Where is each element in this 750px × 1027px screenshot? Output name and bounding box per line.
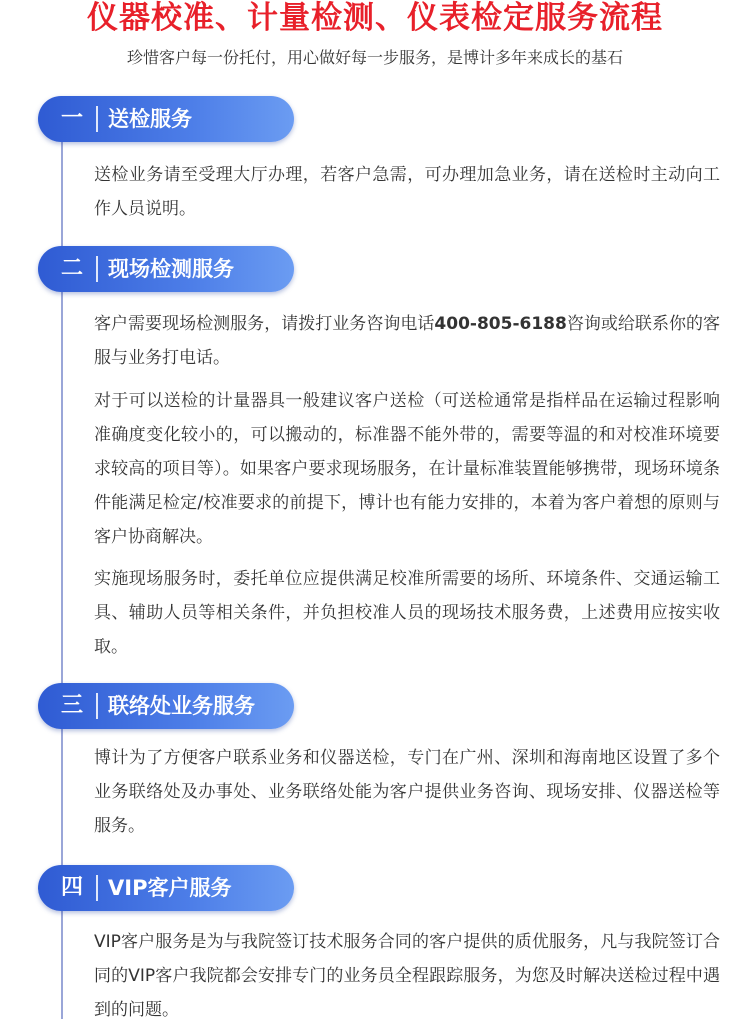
page-title: 仪器校准、计量检测、仪表检定服务流程 (87, 0, 663, 36)
section-header-pill (38, 865, 294, 911)
pill-divider (96, 106, 98, 132)
section-paragraph: 送检业务请至受理大厅办理，若客户急需，可办理加急业务，请在送检时主动向工作人员说明。 (94, 165, 720, 219)
section-title: VIP客户服务 (108, 876, 232, 900)
section-header-pill (38, 246, 294, 292)
section-paragraph: VIP客户服务是为与我院签订技术服务合同的客户提供的质优服务，凡与我院签订合同的VIP客户我院都会安排专门的业务员全程跟踪服务，为您及时解决送检过程中遇到的问题。 (94, 932, 720, 1020)
section-title: 现场检测服务 (108, 257, 234, 281)
paragraph-text: 客户需要现场检测服务，请拨打业务咨询电话 (94, 314, 435, 334)
section-paragraph: 实施现场服务时，委托单位应提供满足校准所需要的场所、环境条件、交通运输工具、辅助人员等相关条件，并负担校准人员的现场技术服务费，上述费用应按实收取。 (94, 569, 720, 657)
section-number: 三 (60, 693, 83, 718)
section-title: 送检服务 (108, 107, 192, 131)
section-paragraph (94, 307, 720, 375)
paragraph-text: 咨询或给联系你的客服与业务打电话。 (94, 314, 721, 368)
page-subtitle: 珍惜客户每一份托付，用心做好每一步服务，是博计多年来成长的基石 (126, 48, 623, 67)
section-header-pill (38, 96, 294, 142)
section-number: 四 (60, 875, 83, 900)
section-header-pill (38, 683, 294, 729)
pill-divider (96, 693, 98, 719)
hotline-number: 400-805-6188 (434, 314, 567, 334)
pill-divider (96, 256, 98, 282)
section-title: 联络处业务服务 (108, 694, 255, 718)
section-paragraph: 对于可以送检的计量器具一般建议客户送检（可送检通常是指样品在运输过程影响准确度变化较小的，可以搬动的，标准器不能外带的，需要等温的和对校准环境要求较高的项目等）。如果客户要求现场服务，在计量标准装置能够携带，现场环境条件能满足检定/校准要求的前提下，博计也有能力安排的，本着为客户着想的原则与客户协商解决。 (94, 391, 720, 547)
pill-divider (96, 875, 98, 901)
section-paragraph: 博计为了方便客户联系业务和仪器送检，专门在广州、深圳和海南地区设置了多个业务联络处及办事处、业务联络处能为客户提供业务咨询、现场安排、仪器送检等服务。 (94, 748, 720, 836)
section-number: 一 (60, 106, 83, 131)
section-number: 二 (60, 256, 83, 281)
